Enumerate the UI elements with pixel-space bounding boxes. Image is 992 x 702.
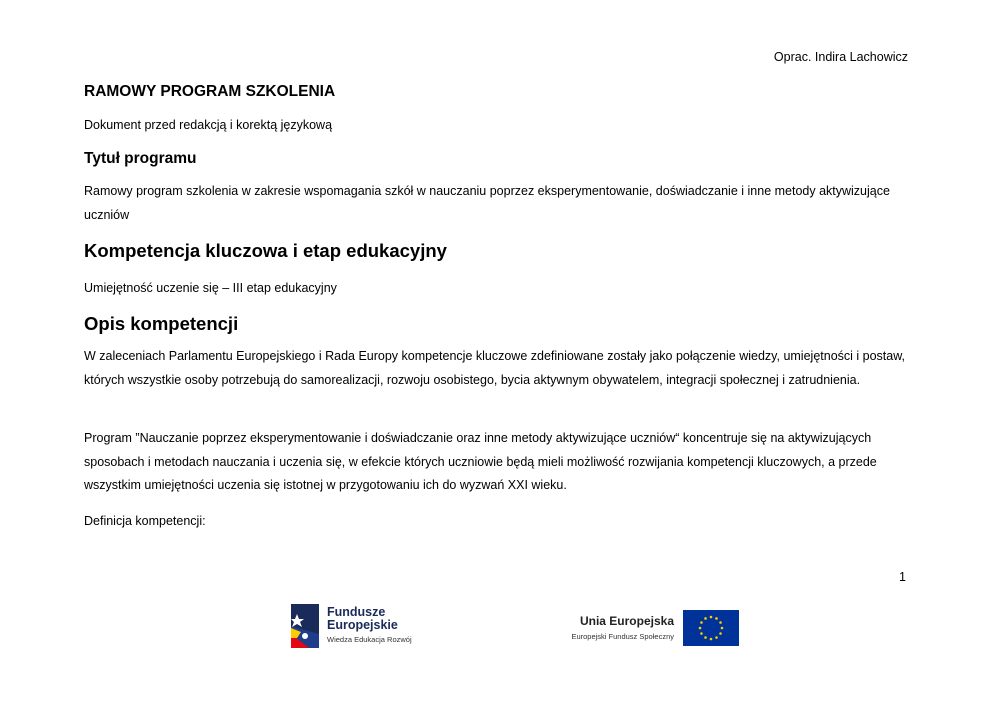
ue-logo-title: Unia Europejska [579,614,674,628]
author-line: Oprac. Indira Lachowicz [773,50,908,64]
eu-star-icon [699,627,702,630]
eu-star-icon [719,621,722,624]
eu-star-icon [704,617,707,620]
fe-flag-icon [291,604,319,648]
fe-logo-line-1: Fundusze [327,605,386,619]
eu-star-icon [710,638,713,641]
eu-star-icon [710,616,713,619]
eu-star-icon [719,632,722,635]
eu-star-icon [704,636,707,639]
fe-logo-subtitle: Wiedza Edukacja Rozwój [327,635,412,644]
eu-star-icon [700,632,703,635]
program-title-heading: Tytuł programu [84,150,197,167]
definition-label: Definicja kompetencji: [84,514,206,528]
eu-flag-icon [683,610,739,646]
ue-logo-subtitle: Europejski Fundusz Społeczny [571,632,674,641]
page-number: 1 [899,570,906,584]
description-paragraph-1: W zaleceniach Parlamentu Europejskiego i Rada Europy kompetencje kluczowe zdefiniowane zostały jako połączenie wiedzy, umiejętności i postaw, których wszystkie osoby potrzebują do samorealizacji, rozwoju osobistego, bycia aktywnym obywatelem, integracji społecznej i zatrudnienia. [84,349,906,387]
fundusze-europejskie-logo [291,604,441,650]
eu-star-icon [715,617,718,620]
program-title-text: Ramowy program szkolenia w zakresie wspomagania szkół w nauczaniu poprzez eksperymentowanie, doświadczanie i inne metody aktywizujące uczniów [84,184,890,222]
fe-logo-line-2: Europejskie [327,618,398,632]
competence-text: Umiejętność uczenie się – III etap edukacyjny [84,281,337,295]
editorial-note: Dokument przed redakcją i korektą językową [84,118,333,132]
competence-heading: Kompetencja kluczowa i etap edukacyjny [84,240,447,261]
description-paragraph-2: Program ”Nauczanie poprzez eksperymentowanie i doświadczanie oraz inne metody aktywizujące uczniów“ koncentruje się na aktywizujących sposobach i metodach nauczania i uczenia się, w efekcie których uczniowie będą mieli możliwość rozwijania kompetencji kluczowych, a przede wszystkim umiejętności uczenia się istotnej w przygotowaniu ich do wyzwań XXI wieku. [84,431,877,492]
eu-star-icon [721,627,724,630]
description-heading: Opis kompetencji [84,313,239,334]
document-title: RAMOWY PROGRAM SZKOLENIA [84,83,336,100]
eu-star-icon [715,636,718,639]
unia-europejska-logo [552,609,742,649]
eu-star-icon [700,621,703,624]
